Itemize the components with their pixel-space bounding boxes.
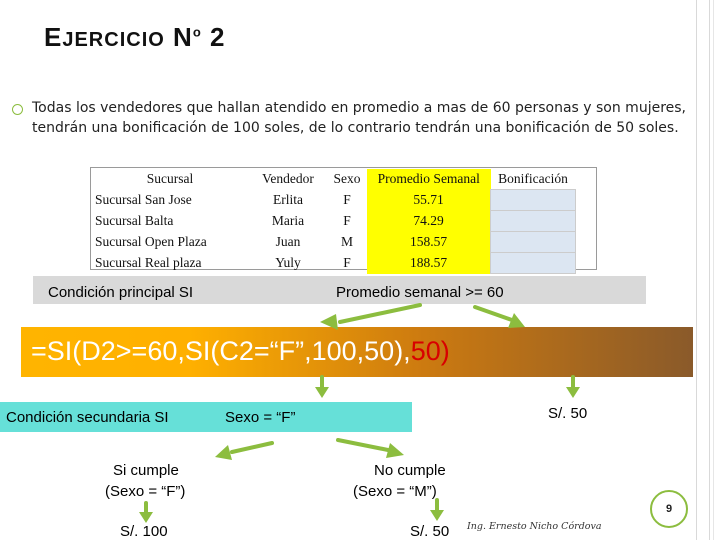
cell-promedio: 188.57 — [367, 253, 491, 274]
header-vendedor: Vendedor — [262, 171, 314, 187]
yes-branch-condition: (Sexo = “F”) — [105, 483, 186, 500]
cell-promedio: 74.29 — [367, 211, 491, 232]
cell-sexo: M — [340, 234, 353, 249]
cell-sexo: F — [343, 213, 351, 228]
arrow-icon — [430, 500, 444, 521]
arrow-icon — [338, 440, 404, 458]
header-sexo: Sexo — [333, 171, 361, 187]
cell-sucursal: Sucursal Balta — [95, 213, 174, 228]
header-sucursal: Sucursal — [146, 171, 194, 187]
no-result: S/. 50 — [410, 523, 450, 540]
cell-vendedor: Erlita — [273, 192, 303, 207]
no-branch-condition: (Sexo = “M”) — [353, 483, 437, 500]
main-condition-label: Condición principal SI — [48, 284, 194, 301]
cell-sucursal: Sucursal San Jose — [95, 192, 192, 207]
arrow-icon — [215, 443, 272, 460]
arrow-icon — [475, 307, 525, 328]
exercise-statement: Todas los vendedores que hallan atendido en promedio a mas de 60 personas y son mujeres, tendrán una bonificación de 100 soles, de lo contrario tendrán una bonificación de 50 soles. — [32, 100, 687, 136]
cell-promedio: 55.71 — [367, 190, 491, 211]
header-promedio: Promedio Semanal — [367, 169, 491, 190]
arrow-icon — [566, 377, 580, 398]
yes-branch-label: Si cumple — [113, 462, 179, 479]
page-number: 9 — [650, 490, 688, 528]
cell-promedio: 158.57 — [367, 232, 491, 253]
author-credit: Ing. Ernesto Nicho Córdova — [467, 521, 602, 532]
no-branch-label: No cumple — [374, 462, 446, 479]
cell-sexo: F — [343, 192, 351, 207]
secondary-condition-test: Sexo = “F” — [225, 409, 296, 426]
cell-vendedor: Yuly — [275, 255, 301, 270]
main-condition-test: Promedio semanal >= 60 — [336, 284, 504, 301]
formula-false-branch: 50) — [410, 336, 450, 366]
main-false-result: S/. 50 — [548, 405, 588, 422]
slide-title: EJERCICIO $N^o$ 2 — [44, 22, 226, 52]
arrow-icon — [315, 377, 329, 398]
arrow-icon — [139, 503, 153, 523]
cell-vendedor: Juan — [275, 234, 301, 249]
arrow-icon — [320, 305, 420, 330]
cell-sucursal: Sucursal Real plaza — [95, 255, 202, 270]
yes-result: S/. 100 — [120, 523, 168, 540]
header-bonificacion: Bonificación — [498, 171, 568, 186]
secondary-condition-label: Condición secundaria SI — [6, 409, 169, 426]
cell-vendedor: Maria — [271, 213, 305, 228]
cell-sucursal: Sucursal Open Plaza — [95, 234, 207, 249]
formula-main: =SI(D2>=60,SI(C2=“F”,100,50), — [31, 336, 411, 366]
cell-sexo: F — [343, 255, 351, 270]
